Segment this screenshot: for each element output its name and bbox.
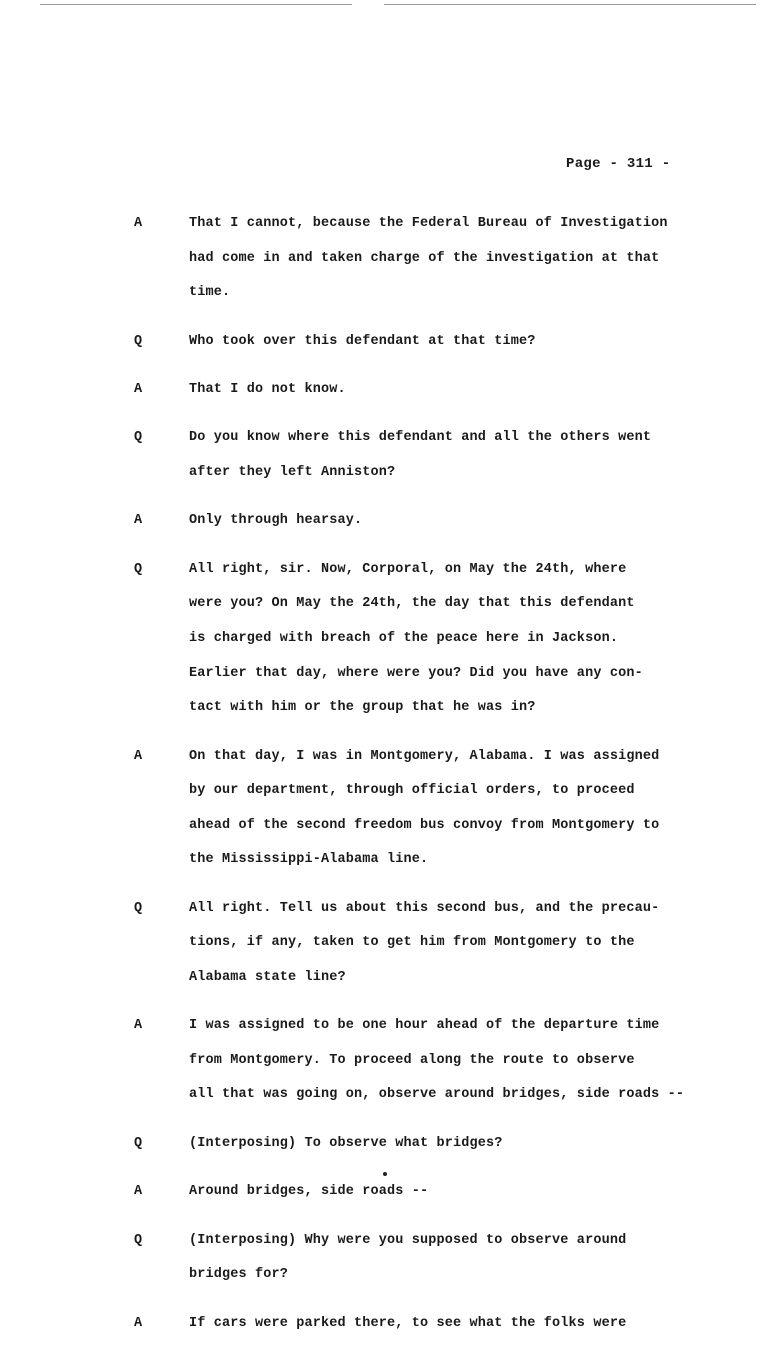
testimony-line: Who took over this defendant at that time? xyxy=(189,333,536,349)
testimony-line: If cars were parked there, to see what the folks were xyxy=(189,1315,627,1331)
transcript-entry xyxy=(0,421,763,490)
speaker-label: Q xyxy=(134,1135,143,1151)
speaker-label: A xyxy=(134,1018,143,1034)
testimony-line: the Mississippi-Alabama line. xyxy=(189,852,429,868)
testimony-line: tact with him or the group that he was in? xyxy=(189,700,536,716)
testimony-line: ahead of the second freedom bus convoy from Montgomery to xyxy=(189,817,660,833)
testimony-line: were you? On May the 24th, the day that this defendant xyxy=(189,596,635,612)
testimony-line: I was assigned to be one hour ahead of the departure time xyxy=(189,1018,660,1034)
testimony-line: (Interposing) To observe what bridges? xyxy=(189,1135,503,1151)
testimony-line: all that was going on, observe around bridges, side roads -- xyxy=(189,1087,685,1103)
transcript-entry xyxy=(0,1127,763,1162)
speaker-label: Q xyxy=(134,430,143,446)
speaker-label: A xyxy=(134,513,143,529)
testimony-line: Do you know where this defendant and all the others went xyxy=(189,430,652,446)
testimony-line: by our department, through official orders, to proceed xyxy=(189,783,635,799)
speaker-label: A xyxy=(134,748,143,764)
transcript-entry xyxy=(0,373,763,408)
speaker-label: Q xyxy=(134,1232,143,1248)
testimony-line: Around bridges, side roads -- xyxy=(189,1184,429,1200)
testimony-line: Alabama state line? xyxy=(189,969,346,985)
testimony-line: All right, sir. Now, Corporal, on May the 24th, where xyxy=(189,561,627,577)
testimony-line: tions, if any, taken to get him from Montgomery to the xyxy=(189,935,635,951)
testimony-line: On that day, I was in Montgomery, Alabama. I was assigned xyxy=(189,748,660,764)
top-rule-right xyxy=(384,4,756,5)
top-rule-left xyxy=(40,4,352,5)
transcript-entry xyxy=(0,740,763,878)
speaker-label: Q xyxy=(134,900,143,916)
speaker-label: A xyxy=(134,216,143,231)
testimony-line: All right. Tell us about this second bus, and the precau- xyxy=(189,900,660,916)
testimony-line: time. xyxy=(189,285,231,301)
transcript-entry xyxy=(0,1175,763,1210)
transcript-entry xyxy=(0,504,763,539)
transcript-entry xyxy=(0,1224,763,1293)
transcript-entry xyxy=(0,325,763,360)
speaker-label: A xyxy=(134,1184,143,1200)
testimony-line: after they left Anniston? xyxy=(189,464,396,480)
testimony-line: Only through hearsay. xyxy=(189,513,363,529)
speaker-label: Q xyxy=(134,333,143,349)
testimony-line: from Montgomery. To proceed along the route to observe xyxy=(189,1052,635,1068)
testimony-line: That I cannot, because the Federal Bureau of Investigation xyxy=(189,216,668,231)
testimony-line: (Interposing) Why were you supposed to observe around xyxy=(189,1232,627,1248)
testimony-line: is charged with breach of the peace here in Jackson. xyxy=(189,630,619,646)
page-number: Page - 311 - xyxy=(566,156,671,172)
testimony-line: bridges for? xyxy=(189,1267,289,1283)
testimony-line: had come in and taken charge of the investigation at that xyxy=(189,250,660,266)
speaker-label: Q xyxy=(134,561,143,577)
transcript-entry xyxy=(0,207,763,311)
transcript-entry xyxy=(0,1307,763,1342)
speaker-label: A xyxy=(134,381,143,397)
transcript-entry xyxy=(0,892,763,996)
speaker-label: A xyxy=(134,1315,143,1331)
footer-dot xyxy=(383,1172,387,1176)
testimony-line: Earlier that day, where were you? Did you have any con- xyxy=(189,665,643,681)
transcript-entry xyxy=(0,553,763,726)
transcript-entry xyxy=(0,1009,763,1113)
testimony-line: That I do not know. xyxy=(189,381,346,397)
transcript-body xyxy=(0,207,763,1355)
